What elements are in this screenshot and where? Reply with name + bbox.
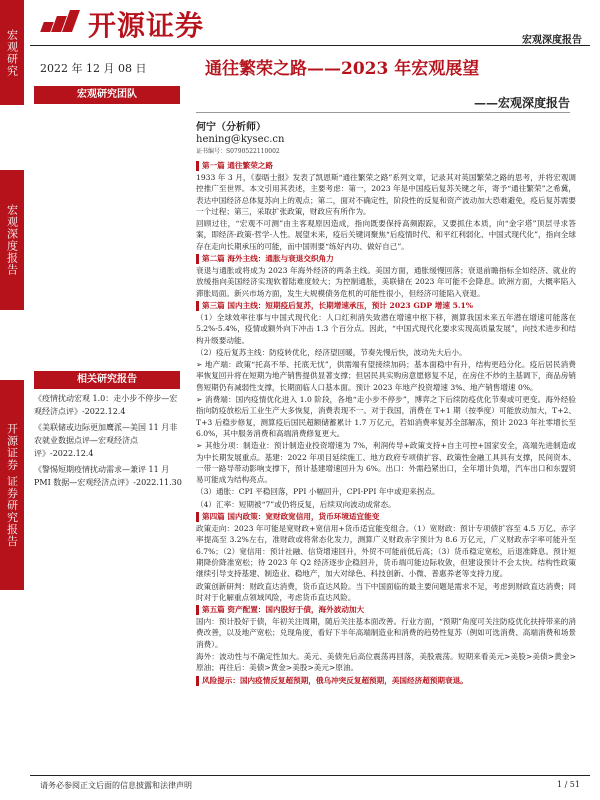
- logo-mark-icon: [40, 10, 84, 38]
- paragraph: 回顾过往，“宏观不可测”由主客观原因造成，指向既要保持高频跟踪，又要抓住本质，向“金字塔”顶层寻求答案，即经济-政策-哲学-人性。展望未来，疫后关键词聚焦“后疫情时代、和平红利弱化、中国式现代化”，指向全球存在走向长期承压的可能，而中国则要“练好内功、做好自己”。: [196, 219, 576, 251]
- risk-notice: 风险提示：国内疫情反复超预期，俄乌冲突反复超预期，美国经济超预期衰退。: [196, 675, 576, 687]
- side-label-bottom: 开源证券 证券研究报告: [0, 380, 24, 590]
- paragraph: 国内：预计股好于债，年初关注周期，随后关注基本面改善。行业方面，“预期”角度可关注防疫优化扶持带来的消费改善，以及地产宽松；兑现角度，看好下半年高端制造业和消费的趋势性复苏（例如可选消费、高端消费和场景消费）。: [196, 617, 576, 649]
- side-label-mid: 宏观深度报告: [0, 170, 24, 310]
- side-band: [0, 0, 24, 800]
- report-title: 通往繁荣之路——2023 年宏观展望: [205, 59, 480, 79]
- report-subtitle: ——宏观深度报告: [473, 96, 570, 110]
- section-heading: 第五篇 资产配置：国内股好于债，海外波动加大: [196, 604, 576, 616]
- report-date: 2022 年 12 月 08 日: [40, 62, 147, 75]
- footer-disclaimer: 请务必参阅正文后面的信息披露和法律声明: [40, 781, 192, 790]
- related-reports-list: [34, 392, 184, 492]
- paragraph: 海外：波动性与不确定性加大。美元、美债先后高位震荡再回落，美股震荡。短期来看美元>美股>美债>黄金>原油；再往后：美债>黄金>美股>美元>原油。: [196, 651, 576, 673]
- paragraph: （3）通胀：CPI 平稳回落，PPI 小幅回升，CPI-PPI 年中或迎来拐点。: [196, 487, 440, 497]
- related-report-item[interactable]: 《疫情扰动宏观 1.0：走小步不停步—宏观经济点评》-2022.12.4: [34, 394, 178, 416]
- related-report-item[interactable]: 《警惕短期疫情扰动需求—兼评 11 月 PMI 数据—宏观经济点评》-2022.11.30: [34, 465, 182, 487]
- team-badge: 宏观研究团队: [34, 86, 180, 104]
- paragraph: 1933 年 3 月，《泰晤士报》发表了凯恩斯“通往繁荣之路”系列文章，记录其对英国繁荣之路的思考，并将宏观调控推广至世界。本文引用其表述，主要考虑：第一，2023 年是中国疫后复苏关键之年，寄予“通往繁荣”之希冀，表达中国经济总体复苏向上的观点；第二，面对不确定性，阶段性的反复和资产波动加大恐难避免，疫后复苏需要一个过程；第三，采取扩张政策，财政应有所作为。: [196, 173, 576, 216]
- section-heading: 第一篇 通往繁荣之路: [196, 160, 576, 172]
- related-reports-heading: 相关研究报告: [34, 371, 180, 389]
- section-heading: 第二篇 海外主线：通胀与衰退交织角力: [196, 253, 576, 265]
- company-logo: [40, 4, 204, 44]
- paragraph: ➢ 其他分项：制造业：预计制造业投资增速为 7%，利润传导+政策支持+自主可控+国家安全，高端先进制造或为中长期发展重点。基建：2022 年项目延续施工、地方政府专项债扩容、政策性金融工具具有支撑，民间资本、一带一路导带动影响支撑下，预计基建增速回升为 6%。出口：外需趋紧出口，全年增计负增，汽车出口和东盟贸易可能成为结构亮点。: [196, 441, 576, 485]
- analyst-block: [196, 122, 284, 158]
- report-type: 宏观深度报告: [522, 35, 582, 46]
- analyst-name: 何宁（分析师）: [196, 122, 266, 133]
- analyst-email[interactable]: hening@kysec.cn: [196, 134, 285, 145]
- related-report-item[interactable]: 《美联储或边际更加鹰派—美国 11 月非农就业数据点评—宏观经济点评》-2022.12.4: [34, 423, 178, 458]
- paragraph: 政策走向：2023 年可能是宽财政+宽信用+货币适宜能变组合。（1）宽财政：预计专项债扩容至 4.5 万亿、赤字率提高至 3.2%左右，准财政或将常态化发力，测算广义财政赤字预计为 8.6 万亿元，广义财政赤字率可能升至 6.7%；（2）宽信用：预计社融、信贷增速回升，外贸不可能前低后高；（3）货币稳定宽松，后退准降息。预计短期降价降准宽松；待 2023 年 Q2 经济逐步企稳回升，货币端可能边际收敛，但建设预计不会太快。结构性政策继续引导支持基建、制造业、稳地产，加大对绿色、科技创新、小微、普惠养老等支持力度。: [196, 524, 576, 579]
- footer-divider: [30, 775, 590, 776]
- paragraph: ➢ 消费端：国内疫情优化进入 1.0 阶段，各地“走小步不停步”，博弈之下后续防疫优化节奏或可更变。海外经验指向防疫放松后工业生产大多恢复，消费表现不一。对于我国，消费在 T+1 期（按季度）可能放动加大，T+2、T+3 后稳步修复，测算疫后国民超额储蓄累计 1.7 万亿元，若如消费率复苏全部解冻，预计 2023 年社零增长至 6.0%，其中服务消费和高端消费修复更大。: [196, 395, 576, 438]
- analyst-cert: 证书编号：S0790522110002: [196, 148, 280, 155]
- side-label-top: 宏观研究: [0, 0, 24, 105]
- paragraph: 政策创新研判：财政直达消费，货币直达风险。当下中国面临的最主要问题是需求不足，考虑到财政直达消费；同时对于化解重点领域风险，考虑货币直达风险。: [196, 581, 576, 602]
- title-divider: [196, 112, 570, 113]
- paragraph: （1）全球效率往事与中国式现代化：人口红利消失致潜在增速中枢下移，测算我国未来五年潜在增速可能落在 5.2%-5.4%，疫情或额外向下冲击 1.3 个百分点。因此，“中国式现代化要求实现高质量发展”，向技术进步和结构升级要动能。: [196, 312, 576, 345]
- logo-text: 开源证券: [88, 9, 205, 42]
- page-number: 1 / 51: [556, 780, 580, 789]
- paragraph: （4）汇率：短期被“7”或仍将反复，后续双向波动成常态。: [196, 499, 396, 509]
- paragraph: 衰退与通胀或将成为 2023 年海外经济的两条主线。美国方面，通胀缓慢回落；衰退前瞻指标全如经济、就业的放缓指向美国经济实现软着陆难度较大；为控制通胀，美联储在 2023 年可能不会降息。欧洲方面，大概率陷入滞胀局面。新兴市场方面，发生大规模债务危机的可能性很小，但经济可能陷入衰退。: [196, 266, 576, 298]
- paragraph: （2）疫后复苏主线：防疫转优化，经济望回暖，节奏先慢后快，波动先大后小。: [196, 347, 467, 357]
- report-body: [196, 160, 576, 687]
- paragraph: ➢ 地产端：政策“托高不举、托底无忧”，供需端有望接续加码；基本面稳中有升，结构更趋分化。疫后居民消费率恢复回升将在短期为地产销售提供显著支撑；但居民具实购房意愿修复不足，在房住不炒的主基调下，商品房销售短期仍有减弱性支撑，长期面临人口基本面。预计 2023 年地产投资增速 3%、地产销售增速 0%。: [196, 360, 576, 392]
- header-divider: [30, 45, 590, 46]
- section-heading: 第四篇 国内政策：宽财政宽信用，货币环境适宜能变: [196, 511, 576, 523]
- section-heading: 第三篇 国内主线：短期疫后复苏，长期增速承压，预计 2023 GDP 增速 5.1%: [196, 300, 576, 312]
